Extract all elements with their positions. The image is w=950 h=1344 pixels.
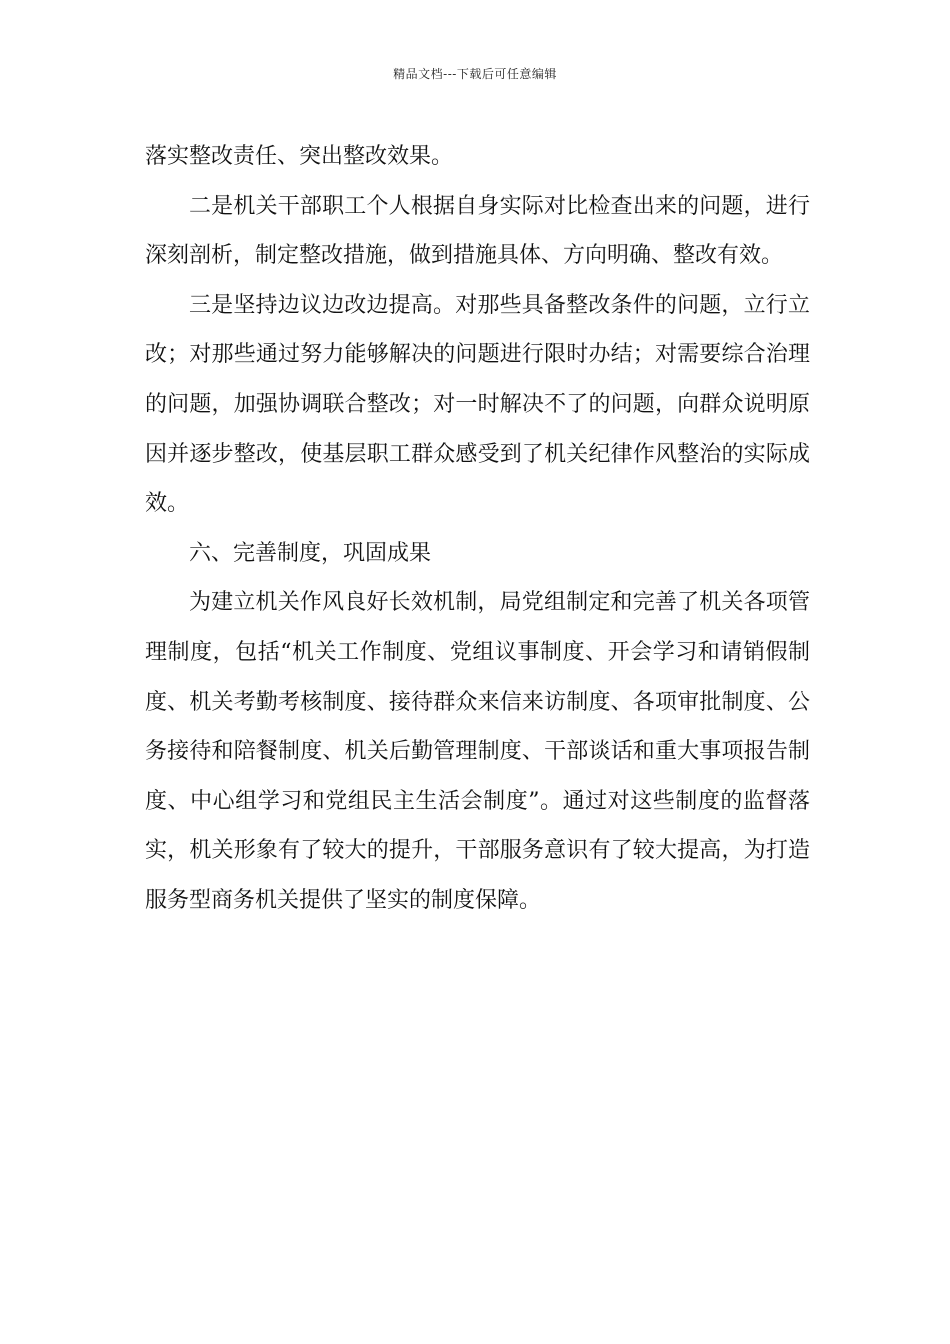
paragraph-point-two: 二是机关干部职工个人根据自身实际对比检查出来的问题，进行深刻剖析，制定整改措施，做到措施具体、方向明确、整改有效。 [145,193,810,269]
page-header: 精品文档---下载后可任意编辑 [393,67,557,81]
document-body [145,132,810,926]
paragraph-point-three: 三是坚持边议边改边提高。对那些具备整改条件的问题，立行立改；对那些通过努力能够解决的问题进行限时办结；对需要综合治理的问题，加强协调联合整改；对一时解决不了的问题，向群众说明原因并逐步整改，使基层职工群众感受到了机关纪律作风整治的实际成效。 [145,292,810,517]
paragraph-system-improvement: 为建立机关作风良好长效机制，局党组制定和完善了机关各项管理制度，包括“机关工作制度、党组议事制度、开会学习和请销假制度、机关考勤考核制度、接待群众来信来访制度、各项审批制度、公务接待和陪餐制度、机关后勤管理制度、干部谈话和重大事项报告制度、中心组学习和党组民主生活会制度”。通过对这些制度的监督落实，机关形象有了较大的提升，干部服务意识有了较大提高，为打造服务型商务机关提供了坚实的制度保障。 [145,590,810,913]
section-heading-six: 六、完善制度，巩固成果 [189,540,432,566]
paragraph-continuation: 落实整改责任、突出整改效果。 [145,144,454,169]
